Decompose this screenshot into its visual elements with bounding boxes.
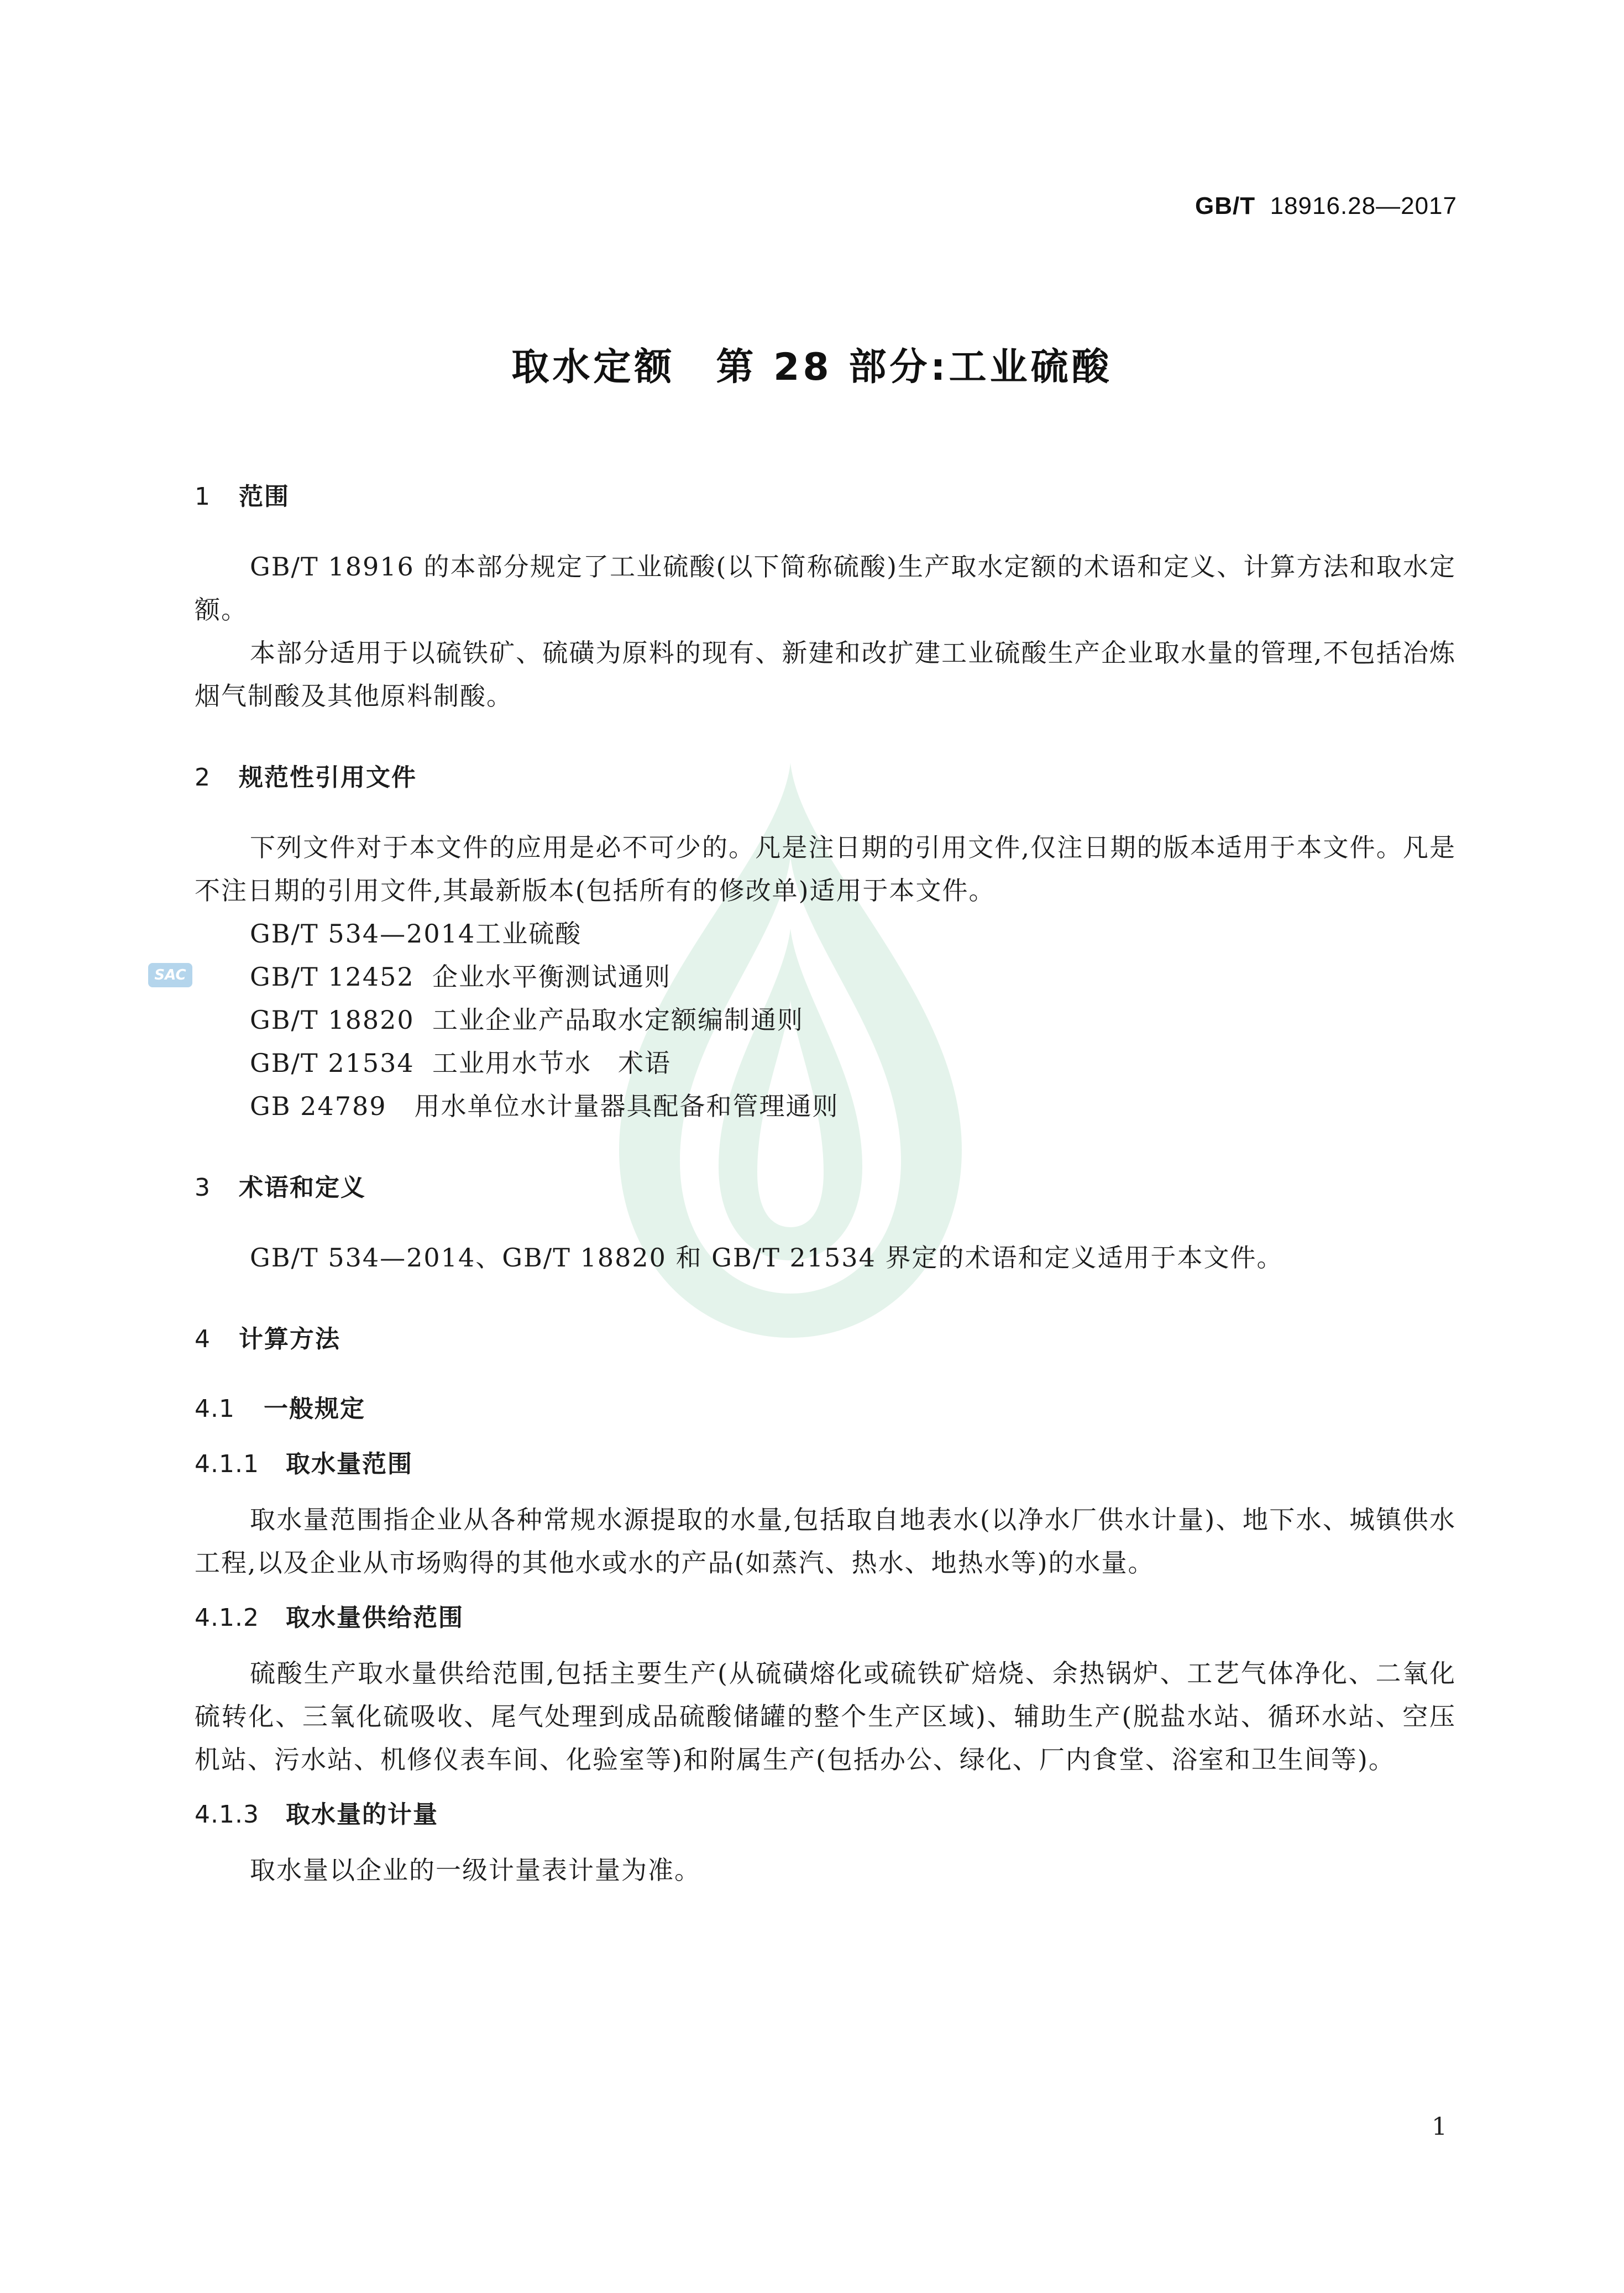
section-1-paragraph-2: 本部分适用于以硫铁矿、硫磺为原料的现有、新建和改扩建工业硫酸生产企业取水量的管理,不包括冶炼烟气制酸及其他原料制酸。 <box>195 638 1456 711</box>
section-1-heading <box>195 475 1456 519</box>
section-2-paragraph-1: 下列文件对于本文件的应用是必不可少的。凡是注日期的引用文件,仅注日期的版本适用于本文件。凡是不注日期的引用文件,其最新版本(包括所有的修改单)适用于本文件。 <box>195 833 1456 905</box>
section-number: 2 <box>195 763 211 792</box>
subsection-4-1-3-heading <box>195 1793 1456 1836</box>
section-4-heading <box>195 1318 1456 1361</box>
page-number: 1 <box>1432 2113 1447 2141</box>
section-3-heading <box>195 1166 1456 1210</box>
section-title: 计算方法 <box>239 1325 340 1353</box>
standard-code: 18916.28—2017 <box>1270 192 1457 219</box>
section-number: 4 <box>195 1325 211 1353</box>
subsection-title: 取水量的计量 <box>286 1800 438 1829</box>
reference-title: 工业企业产品取水定额编制通则 <box>432 1005 804 1035</box>
standard-prefix: GB/T <box>1195 192 1256 219</box>
section-title: 规范性引用文件 <box>239 763 417 792</box>
subsection-title: 取水量供给范围 <box>286 1604 464 1632</box>
reference-item <box>250 1085 1456 1128</box>
subsection-number: 4.1.3 <box>195 1800 259 1829</box>
subsection-title: 取水量范围 <box>286 1450 413 1478</box>
subsection-4-1-2-heading <box>195 1596 1456 1640</box>
subsection-number: 4.1 <box>195 1395 235 1423</box>
subsection-4-1-heading <box>195 1388 1456 1431</box>
sac-logo: SAC <box>148 963 192 987</box>
section-1-paragraph-1: GB/T 18916 的本部分规定了工业硫酸(以下简称硫酸)生产取水定额的术语和定义、计算方法和取水定额。 <box>195 552 1456 625</box>
reference-item <box>250 1041 1456 1085</box>
document-body <box>195 475 1456 1892</box>
document-title: 取水定额 第 28 部分:工业硫酸 <box>511 345 1113 389</box>
reference-code: GB 24789 <box>250 1091 387 1121</box>
section-2-heading <box>195 756 1456 799</box>
reference-title: 用水单位水计量器具配备和管理通则 <box>414 1091 839 1121</box>
subsection-4-1-1-heading <box>195 1443 1456 1486</box>
reference-code: GB/T 18820 <box>250 1005 415 1035</box>
reference-title: 工业用水节水 术语 <box>432 1048 671 1078</box>
subsection-number: 4.1.2 <box>195 1604 259 1632</box>
reference-code: GB/T 21534 <box>250 1048 415 1078</box>
section-title: 范围 <box>239 483 290 511</box>
reference-code: GB/T 534—2014 <box>250 919 476 949</box>
reference-item <box>250 955 1456 998</box>
reference-title: 企业水平衡测试通则 <box>432 962 671 992</box>
reference-item <box>250 912 1456 955</box>
subsection-title: 一般规定 <box>264 1395 365 1423</box>
section-number: 1 <box>195 483 211 511</box>
subsection-number: 4.1.1 <box>195 1450 259 1478</box>
reference-code: GB/T 12452 <box>250 962 415 992</box>
subsection-4-1-1-paragraph: 取水量范围指企业从各种常规水源提取的水量,包括取自地表水(以净水厂供水计量)、地下水、城镇供水工程,以及企业从市场购得的其他水或水的产品(如蒸汽、热水、地热水等)的水量。 <box>195 1505 1456 1578</box>
section-3-paragraph-1: GB/T 534—2014、GB/T 18820 和 GB/T 21534 界定的术语和定义适用于本文件。 <box>250 1243 1284 1273</box>
section-number: 3 <box>195 1174 211 1202</box>
subsection-4-1-2-paragraph: 硫酸生产取水量供给范围,包括主要生产(从硫磺熔化或硫铁矿焙烧、余热锅炉、工艺气体净化、二氧化硫转化、三氧化硫吸收、尾气处理到成品硫酸储罐的整个生产区域)、辅助生产(脱盐水站、循环水站、空压机站、污水站、机修仪表车间、化验室等)和附属生产(包括办公、绿化、厂内食堂、浴室和卫生间等)。 <box>195 1658 1456 1774</box>
reference-item <box>250 998 1456 1041</box>
subsection-4-1-3-paragraph: 取水量以企业的一级计量表计量为准。 <box>250 1855 701 1885</box>
standard-number <box>1195 192 1457 220</box>
section-title: 术语和定义 <box>239 1174 366 1202</box>
reference-title: 工业硫酸 <box>475 919 582 949</box>
